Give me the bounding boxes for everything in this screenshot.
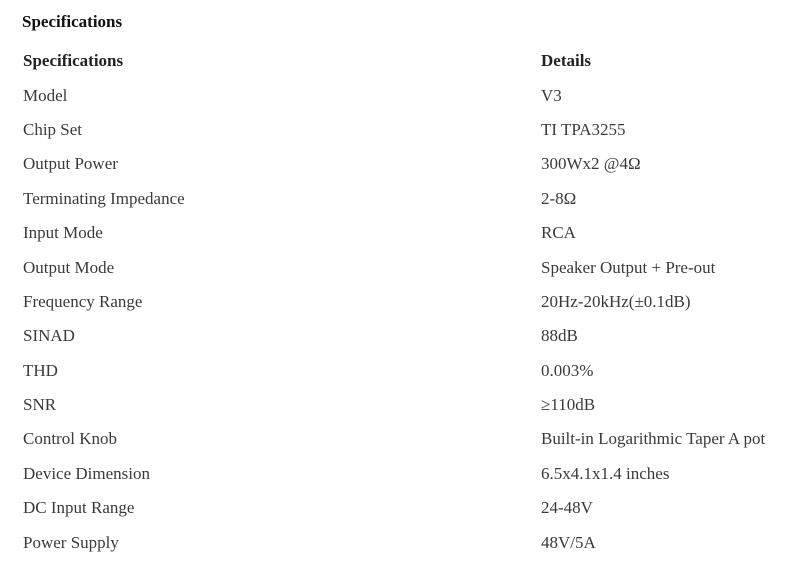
table-row (23, 525, 793, 559)
column-header-specifications: Specifications (23, 51, 124, 71)
spec-name-cell: Control Knob (23, 429, 117, 449)
table-row (23, 457, 793, 491)
spec-name-cell: Model (23, 85, 68, 105)
table-row (23, 147, 793, 181)
column-header-details: Details (541, 51, 592, 71)
spec-name-cell: Device Dimension (23, 463, 150, 483)
spec-name-cell: Power Supply (23, 532, 119, 552)
table-row (23, 250, 793, 284)
spec-name-cell: Output Power (23, 154, 118, 174)
table-row (23, 216, 793, 250)
table-row (23, 78, 793, 112)
spec-name-cell: Input Mode (23, 223, 103, 243)
table-row (23, 354, 793, 388)
spec-value-cell: 24-48V (541, 498, 593, 518)
table-row (23, 182, 793, 216)
spec-value-cell: 300Wx2 @4Ω (541, 154, 641, 174)
spec-value-cell: TI TPA3255 (541, 119, 626, 139)
table-row (23, 285, 793, 319)
spec-name-cell: Chip Set (23, 119, 83, 139)
spec-value-cell: 48V/5A (541, 532, 596, 552)
page-title: Specifications (22, 12, 123, 31)
table-row (23, 388, 793, 422)
spec-value-cell: Built-in Logarithmic Taper A pot (541, 429, 766, 449)
spec-value-cell: ≥110dB (541, 395, 596, 415)
spec-value-cell: 0.003% (541, 360, 594, 380)
spec-value-cell: 20Hz-20kHz(±0.1dB) (541, 291, 691, 311)
spec-value-cell: 2-8Ω (541, 188, 577, 208)
spec-value-cell: V3 (541, 85, 562, 105)
spec-name-cell: SNR (23, 395, 57, 415)
spec-value-cell: Speaker Output + Pre-out (541, 257, 716, 277)
table-row (23, 319, 793, 353)
table-row (23, 491, 793, 525)
spec-name-cell: THD (23, 360, 58, 380)
table-row (23, 113, 793, 147)
spec-value-cell: RCA (541, 223, 576, 243)
specifications-table (23, 44, 793, 560)
table-header-row (23, 44, 793, 78)
spec-name-cell: SINAD (23, 326, 75, 346)
spec-value-cell: 88dB (541, 326, 578, 346)
spec-name-cell: Terminating Impedance (23, 188, 185, 208)
spec-name-cell: Frequency Range (23, 291, 143, 311)
table-row (23, 422, 793, 456)
spec-name-cell: DC Input Range (23, 498, 135, 518)
spec-name-cell: Output Mode (23, 257, 115, 277)
spec-value-cell: 6.5x4.1x1.4 inches (541, 463, 670, 483)
